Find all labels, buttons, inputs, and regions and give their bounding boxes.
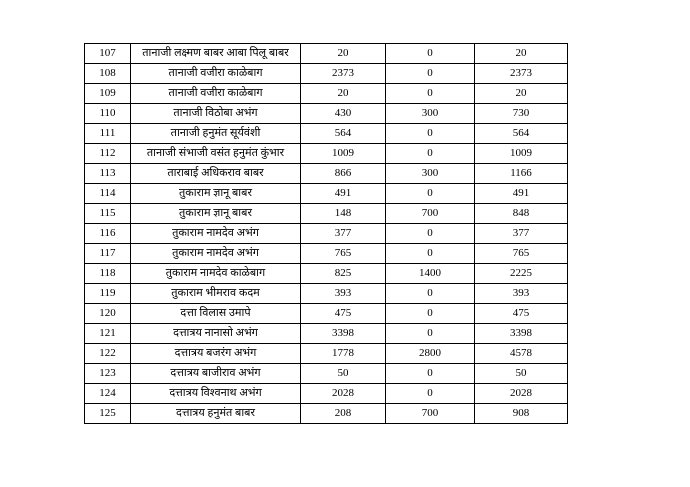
total-cell: 4578 (475, 344, 568, 364)
table-row (85, 204, 568, 224)
table-row (85, 164, 568, 184)
total-cell: 1009 (475, 144, 568, 164)
serial-number-cell: 112 (85, 144, 131, 164)
amount-a-cell: 2028 (301, 384, 386, 404)
amount-b-cell: 0 (386, 244, 475, 264)
name-cell: दत्तात्रय हनुमंत बाबर (131, 404, 301, 424)
amount-b-cell: 0 (386, 364, 475, 384)
amount-a-cell: 393 (301, 284, 386, 304)
table-row (85, 144, 568, 164)
table-row (85, 324, 568, 344)
table-row (85, 184, 568, 204)
total-cell: 20 (475, 44, 568, 64)
amount-b-cell: 0 (386, 304, 475, 324)
table-row (85, 44, 568, 64)
total-cell: 491 (475, 184, 568, 204)
ledger-table-body (85, 44, 568, 424)
serial-number-cell: 118 (85, 264, 131, 284)
serial-number-cell: 109 (85, 84, 131, 104)
serial-number-cell: 117 (85, 244, 131, 264)
ledger-table (84, 43, 568, 424)
serial-number-cell: 119 (85, 284, 131, 304)
amount-b-cell: 0 (386, 284, 475, 304)
amount-a-cell: 1009 (301, 144, 386, 164)
amount-b-cell: 300 (386, 164, 475, 184)
serial-number-cell: 116 (85, 224, 131, 244)
amount-a-cell: 765 (301, 244, 386, 264)
total-cell: 848 (475, 204, 568, 224)
amount-a-cell: 20 (301, 84, 386, 104)
amount-a-cell: 377 (301, 224, 386, 244)
total-cell: 2373 (475, 64, 568, 84)
name-cell: तानाजी वजीरा काळेबाग (131, 64, 301, 84)
total-cell: 20 (475, 84, 568, 104)
serial-number-cell: 107 (85, 44, 131, 64)
amount-b-cell: 2800 (386, 344, 475, 364)
amount-b-cell: 0 (386, 84, 475, 104)
amount-a-cell: 866 (301, 164, 386, 184)
amount-a-cell: 564 (301, 124, 386, 144)
table-row (85, 224, 568, 244)
amount-a-cell: 430 (301, 104, 386, 124)
serial-number-cell: 124 (85, 384, 131, 404)
name-cell: तानाजी हनुमंत सूर्यवंशी (131, 124, 301, 144)
name-cell: ताराबाई अधिकराव बाबर (131, 164, 301, 184)
serial-number-cell: 123 (85, 364, 131, 384)
amount-b-cell: 300 (386, 104, 475, 124)
name-cell: तानाजी विठोबा अभंग (131, 104, 301, 124)
serial-number-cell: 114 (85, 184, 131, 204)
amount-b-cell: 0 (386, 324, 475, 344)
total-cell: 1166 (475, 164, 568, 184)
table-row (85, 344, 568, 364)
table-row (85, 104, 568, 124)
total-cell: 908 (475, 404, 568, 424)
table-row (85, 124, 568, 144)
name-cell: तुकाराम भीमराव कदम (131, 284, 301, 304)
serial-number-cell: 108 (85, 64, 131, 84)
name-cell: दत्तात्रय विश्वनाथ अभंग (131, 384, 301, 404)
table-row (85, 404, 568, 424)
serial-number-cell: 122 (85, 344, 131, 364)
table-row (85, 364, 568, 384)
name-cell: तुकाराम नामदेव काळेबाग (131, 264, 301, 284)
amount-b-cell: 0 (386, 124, 475, 144)
total-cell: 377 (475, 224, 568, 244)
table-row (85, 284, 568, 304)
amount-a-cell: 475 (301, 304, 386, 324)
serial-number-cell: 115 (85, 204, 131, 224)
amount-b-cell: 0 (386, 184, 475, 204)
name-cell: तुकाराम ज्ञानू बाबर (131, 204, 301, 224)
serial-number-cell: 110 (85, 104, 131, 124)
table-row (85, 304, 568, 324)
total-cell: 2225 (475, 264, 568, 284)
amount-b-cell: 1400 (386, 264, 475, 284)
serial-number-cell: 121 (85, 324, 131, 344)
name-cell: तुकाराम नामदेव अभंग (131, 244, 301, 264)
table-row (85, 64, 568, 84)
amount-a-cell: 1778 (301, 344, 386, 364)
name-cell: तानाजी वजीरा काळेबाग (131, 84, 301, 104)
name-cell: दत्ता विलास उमापे (131, 304, 301, 324)
amount-a-cell: 491 (301, 184, 386, 204)
total-cell: 765 (475, 244, 568, 264)
serial-number-cell: 113 (85, 164, 131, 184)
serial-number-cell: 120 (85, 304, 131, 324)
serial-number-cell: 111 (85, 124, 131, 144)
total-cell: 3398 (475, 324, 568, 344)
total-cell: 475 (475, 304, 568, 324)
total-cell: 564 (475, 124, 568, 144)
amount-b-cell: 0 (386, 384, 475, 404)
amount-a-cell: 50 (301, 364, 386, 384)
amount-b-cell: 0 (386, 144, 475, 164)
amount-a-cell: 2373 (301, 64, 386, 84)
amount-b-cell: 700 (386, 204, 475, 224)
amount-b-cell: 700 (386, 404, 475, 424)
total-cell: 393 (475, 284, 568, 304)
name-cell: तुकाराम नामदेव अभंग (131, 224, 301, 244)
amount-a-cell: 3398 (301, 324, 386, 344)
table-row (85, 244, 568, 264)
amount-a-cell: 208 (301, 404, 386, 424)
name-cell: दत्तात्रय बाजीराव अभंग (131, 364, 301, 384)
name-cell: तानाजी लक्ष्मण बाबर आबा पिलू बाबर (131, 44, 301, 64)
amount-b-cell: 0 (386, 44, 475, 64)
total-cell: 50 (475, 364, 568, 384)
name-cell: दत्तात्रय नानासो अभंग (131, 324, 301, 344)
amount-b-cell: 0 (386, 224, 475, 244)
total-cell: 2028 (475, 384, 568, 404)
name-cell: दत्तात्रय बजरंग अभंग (131, 344, 301, 364)
table-row (85, 84, 568, 104)
serial-number-cell: 125 (85, 404, 131, 424)
table-row (85, 264, 568, 284)
name-cell: तुकाराम ज्ञानू बाबर (131, 184, 301, 204)
amount-b-cell: 0 (386, 64, 475, 84)
amount-a-cell: 148 (301, 204, 386, 224)
amount-a-cell: 825 (301, 264, 386, 284)
amount-a-cell: 20 (301, 44, 386, 64)
total-cell: 730 (475, 104, 568, 124)
table-row (85, 384, 568, 404)
name-cell: तानाजी संभाजी वसंत हनुमंत कुंभार (131, 144, 301, 164)
